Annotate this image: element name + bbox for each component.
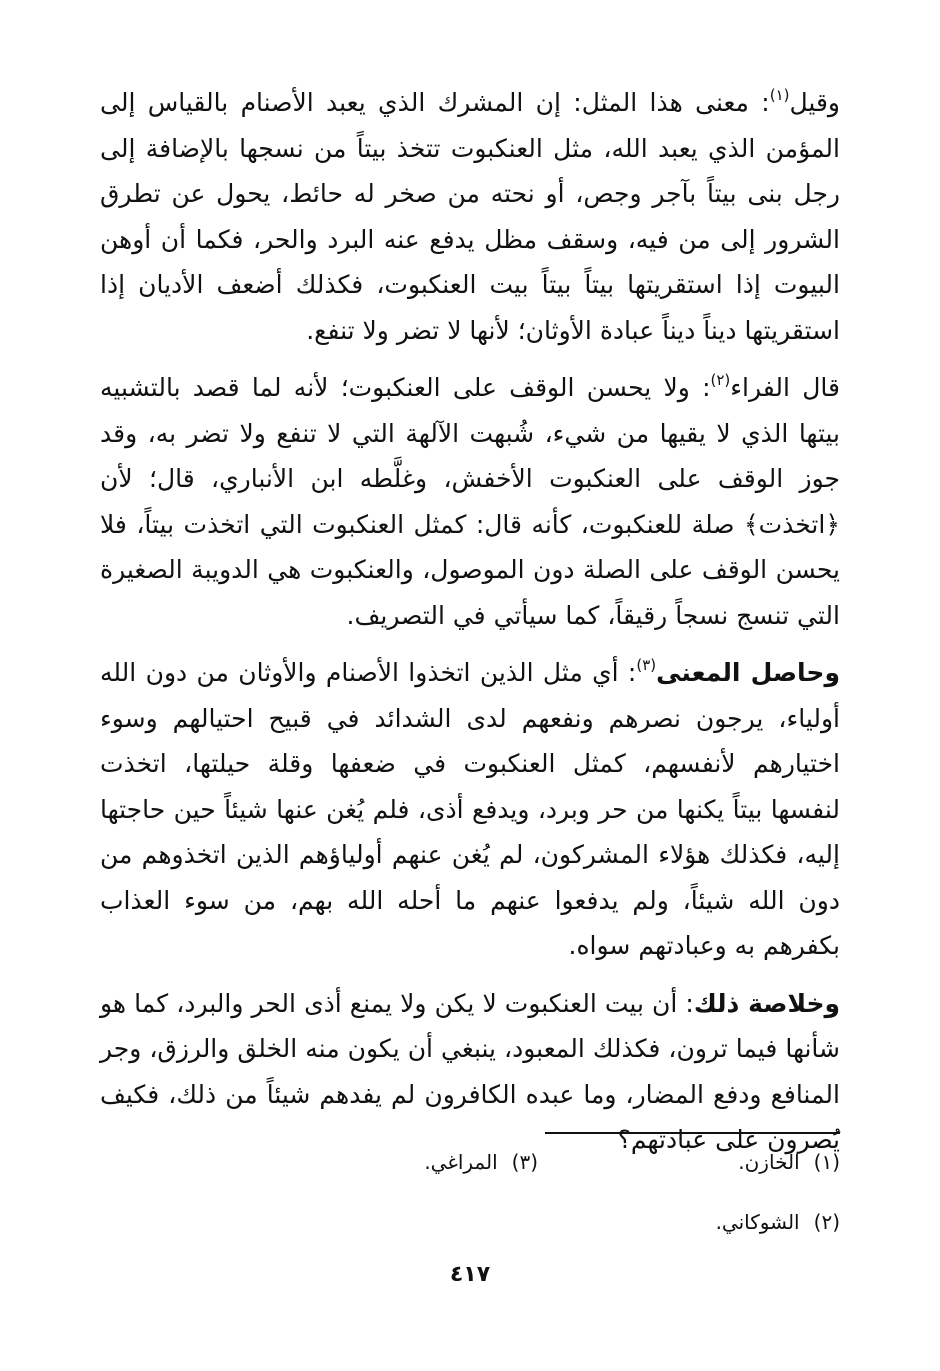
paragraph-text: : ولا يحسن الوقف على العنكبوت؛ لأنه لما قصد بالتشبيه بيتها الذي لا يقيها من شيء، شُبهت الآلهة التي لا تنفع ولا تضر به، وقد جوز الوقف على العنكبوت الأخفش، وغلَّطه ابن الأنباري، قال؛ لأن ﴿اتخذت﴾ صلة للعنكبوت، كأنه قال: كمثل العنكبوت التي اتخذت بيتاً، فلا يحسن الوقف على الصلة دون الموصول، والعنكبوت هي الدويبة الصغيرة التي تنسج نسجاً رقيقاً، كما سيأتي في التصريف. [100,373,840,630]
footnote-3 [424,1150,538,1174]
paragraph-1 [100,80,840,353]
footnote-text: المراغي. [424,1150,498,1174]
paragraph-lead: قال الفراء [730,373,840,402]
paragraph-text: : أن بيت العنكبوت لا يكن ولا يمنع أذى الحر والبرد، كما هو شأنها فيما ترون، فكذلك المعبود، ينبغي أن يكون منه الخلق والرزق، وجر المنافع ودفع المضار، وما عبده الكافرون لم يفدهم شيئاً من ذلك، فكيف يُصرون على عبادتهم؟ [100,988,840,1154]
footnote-2 [716,1210,840,1234]
footnote-text: الشوكاني. [715,1210,800,1234]
footnote-text: الخازن. [738,1150,800,1174]
footnote-divider [545,1132,840,1134]
paragraph-lead: وحاصل المعنى [656,658,840,687]
footnote-ref: (١) [769,85,790,104]
footnote-number: (١) [813,1150,840,1174]
page-body [100,80,840,1163]
paragraph-lead: وقيل [789,88,840,117]
footnote-number: (٣) [511,1150,538,1174]
paragraph-4 [100,981,840,1163]
paragraph-lead: وخلاصة ذلك [693,988,841,1018]
footnote-ref: (٢) [710,370,731,389]
paragraph-text: : معنى هذا المثل: إن المشرك الذي يعبد الأصنام بالقياس إلى المؤمن الذي يعبد الله، مثل العنكبوت تتخذ بيتاً من نسجها بالإضافة إلى رجل بنى بيتاً بآجر وجص، أو نحته من صخر له حائط، يحول عن تطرق الشرور إلى من فيه، وسقف مظل يدفع عنه البرد والحر، فكما أن أوهن البيوت إذا استقريتها بيتاً بيتاً بيت العنكبوت، فكذلك أضعف الأديان إذا استقريتها ديناً ديناً عبادة الأوثان؛ لأنها لا تضر ولا تنفع. [100,88,840,345]
footnote-number: (٢) [813,1210,840,1234]
footnote-ref: (٣) [636,655,657,674]
paragraph-text: : أي مثل الذين اتخذوا الأصنام والأوثان من دون الله أولياء، يرجون نصرهم ونفعهم لدى الشدائد في قبيح احتيالهم وسوء اختيارهم لأنفسهم، كمثل العنكبوت في ضعفها وقلة حيلتها، اتخذت لنفسها بيتاً يكنها من حر وبرد، ويدفع أذى، فلم يُغن عنها شيئاً حين حاجتها إليه، فكذلك هؤلاء المشركون، لم يُغن عنهم أولياؤهم الذين اتخذوهم من دون الله شيئاً، ولم يدفعوا عنهم ما أحله الله بهم، من سوء العذاب بكفرهم به وعبادتهم سواه. [100,658,840,960]
footnote-1 [738,1150,840,1174]
paragraph-2 [100,365,840,638]
page-number: ٤١٧ [449,1262,491,1287]
paragraph-3 [100,650,840,969]
